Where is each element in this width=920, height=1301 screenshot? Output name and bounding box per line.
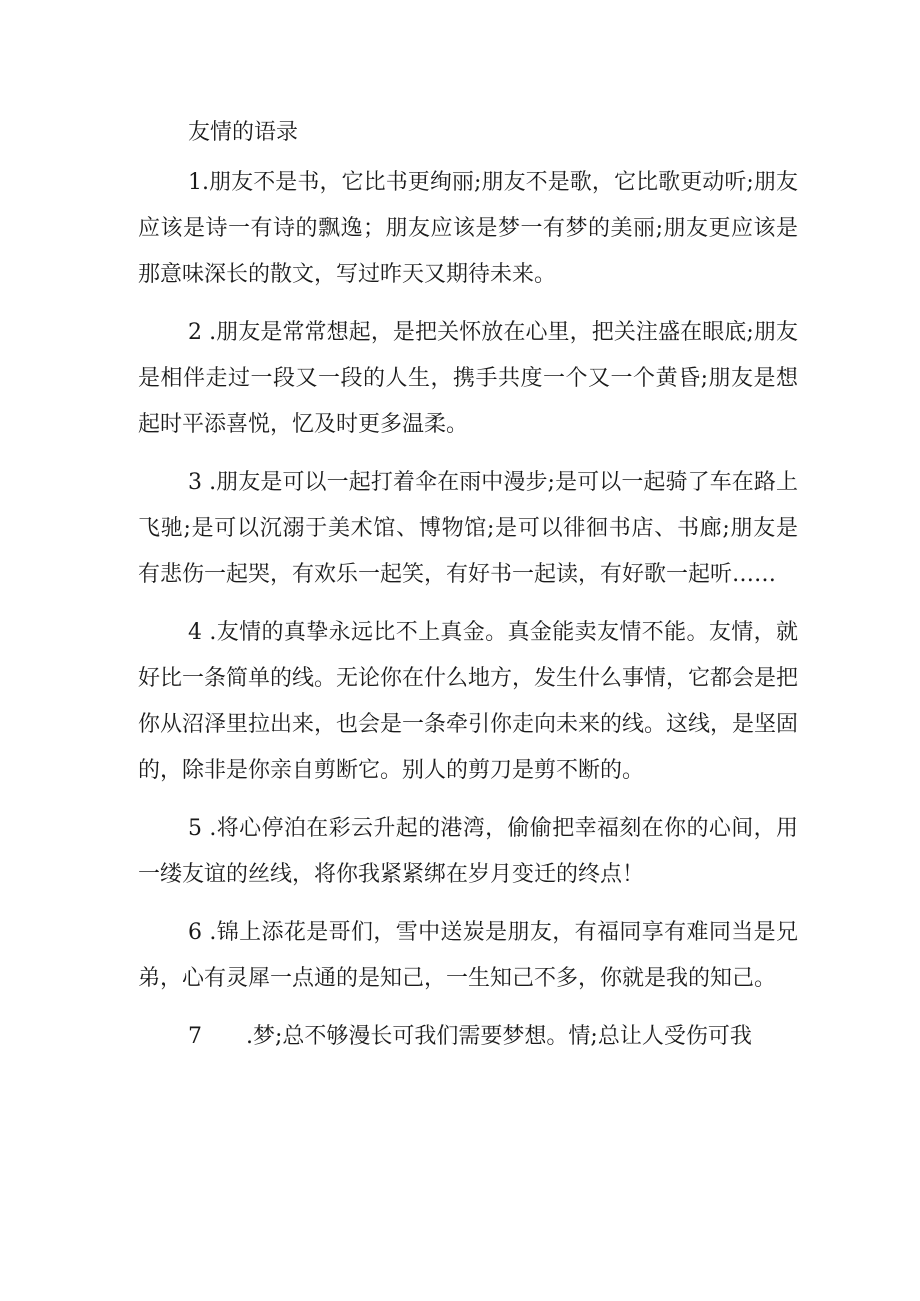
paragraph-text: 朋友不是书，它比书更绚丽;朋友不是歌，它比歌更动听;朋友应该是诗一有诗的飘逸；朋友应该是梦一有梦的美丽;朋友更应该是那意味深长的散文，写过昨天又期待未来。 — [138, 170, 798, 287]
document-title: 友情的语录 — [188, 120, 299, 145]
paragraph-7 — [138, 1014, 798, 1060]
paragraph-text: 锦上添花是哥们，雪中送炭是朋友，有福同享有难同当是兄弟，心有灵犀一点通的是知己，一生知己不多，你就是我的知己。 — [138, 920, 798, 991]
paragraph-number: 5 . — [188, 816, 217, 841]
paragraph-number: 2 . — [188, 320, 217, 345]
paragraph-text: 朋友是可以一起打着伞在雨中漫步;是可以一起骑了车在路上飞驰;是可以沉溺于美术馆、博物馆;是可以徘徊书店、书廊;朋友是有悲伤一起哭，有欢乐一起笑，有好书一起读，有好歌一起听…… — [138, 470, 798, 587]
paragraph-number: 3 . — [188, 470, 217, 495]
paragraph-number: 1. — [188, 170, 209, 195]
paragraph-text: .梦;总不够漫长可我们需要梦想。情;总让人受伤可我 — [246, 1024, 752, 1049]
paragraph-text: 将心停泊在彩云升起的港湾，偷偷把幸福刻在你的心间，用一缕友谊的丝线，将你我紧紧绑在岁月变迁的终点！ — [138, 816, 798, 887]
paragraph-3 — [138, 460, 798, 598]
paragraph-2 — [138, 310, 798, 448]
paragraph-number: 7 — [188, 1024, 202, 1049]
paragraph-1 — [138, 160, 798, 298]
paragraph-5 — [138, 806, 798, 898]
paragraph-number: 6 . — [188, 920, 217, 945]
paragraph-text: 友情的真挚永远比不上真金。真金能卖友情不能。友情，就好比一条简单的线。无论你在什么地方，发生什么事情，它都会是把你从沼泽里拉出来，也会是一条牵引你走向未来的线。这线，是坚固的，除非是你亲自剪断它。别人的剪刀是剪不断的。 — [138, 620, 799, 783]
paragraph-number: 4 . — [188, 620, 217, 645]
paragraph-text: 朋友是常常想起，是把关怀放在心里，把关注盛在眼底;朋友是相伴走过一段又一段的人生，携手共度一个又一个黄昏;朋友是想起时平添喜悦，忆及时更多温柔。 — [138, 320, 798, 437]
paragraph-6 — [138, 910, 798, 1002]
paragraph-4 — [138, 610, 798, 794]
document-body — [138, 110, 798, 1072]
